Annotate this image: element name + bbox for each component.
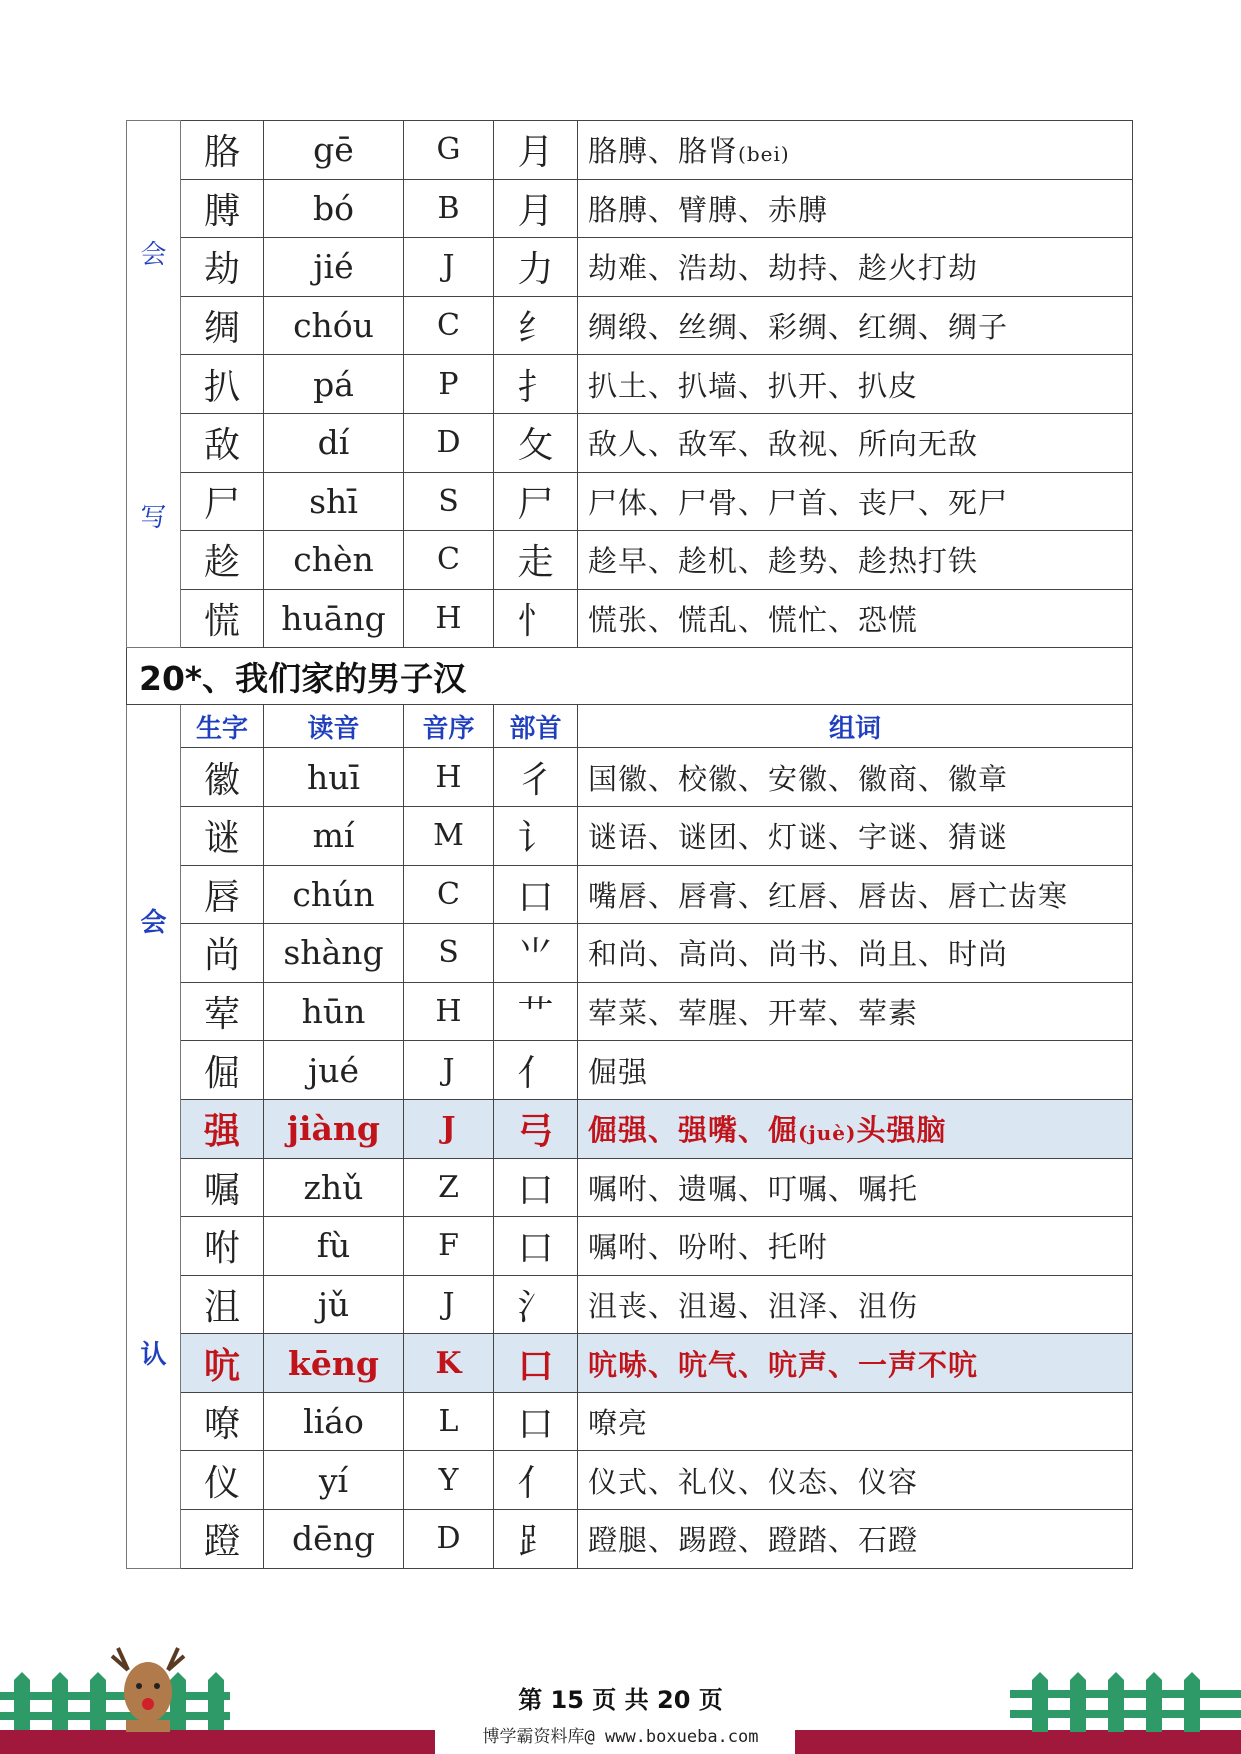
character-cell: 唇 — [181, 865, 264, 924]
table-row — [127, 865, 1133, 924]
words-text: 嘱咐、遗嘱、叮嘱、嘱托 — [588, 1171, 919, 1206]
radical-cell: ⺌ — [494, 924, 578, 983]
order-letter-cell: D — [404, 1510, 494, 1569]
character-cell: 徽 — [181, 748, 264, 807]
order-letter-cell: C — [404, 296, 494, 355]
order-letter-cell: H — [404, 748, 494, 807]
footer-band-left — [0, 1730, 435, 1754]
pronunciation-note: (juè) — [798, 1121, 857, 1146]
table-row — [127, 296, 1133, 355]
table-row — [127, 924, 1133, 983]
pinyin-cell: dí — [264, 413, 404, 472]
words-text-after: 头强脑 — [856, 1113, 947, 1148]
table-row — [127, 1217, 1133, 1276]
radical-cell: 弓 — [494, 1099, 578, 1158]
radical-cell: 彳 — [494, 748, 578, 807]
words-text: 绸缎、丝绸、彩绸、红绸、绸子 — [588, 310, 1009, 345]
pinyin-cell: chóu — [264, 296, 404, 355]
pinyin-cell: jié — [264, 238, 404, 297]
words-cell — [578, 1099, 1133, 1158]
character-cell: 强 — [181, 1099, 264, 1158]
radical-cell: 走 — [494, 531, 578, 590]
order-letter-cell: J — [404, 1275, 494, 1334]
words-text: 沮丧、沮遏、沮泽、沮伤 — [588, 1288, 919, 1323]
words-text: 敌人、敌军、敌视、所向无敌 — [588, 427, 979, 462]
pinyin-cell: chún — [264, 865, 404, 924]
pinyin-cell: huāng — [264, 589, 404, 648]
table-row — [127, 472, 1133, 531]
words-cell — [578, 1158, 1133, 1217]
character-cell: 扒 — [181, 355, 264, 414]
column-header-pinyin: 读音 — [264, 705, 404, 748]
radical-cell: 口 — [494, 1217, 578, 1276]
character-cell: 倔 — [181, 1041, 264, 1100]
pinyin-cell: yí — [264, 1451, 404, 1510]
pinyin-cell: kēng — [264, 1334, 404, 1393]
words-text: 蹬腿、踢蹬、蹬踏、石蹬 — [588, 1523, 919, 1558]
words-text: 扒土、扒墙、扒开、扒皮 — [588, 368, 919, 403]
words-text: 吭哧、吭气、吭声、一声不吭 — [588, 1347, 979, 1382]
character-cell: 尚 — [181, 924, 264, 983]
words-cell — [578, 121, 1133, 180]
character-cell: 膊 — [181, 179, 264, 238]
lesson-body — [127, 648, 1133, 1568]
character-cell: 敌 — [181, 413, 264, 472]
order-letter-cell: J — [404, 1041, 494, 1100]
radical-cell: 攵 — [494, 413, 578, 472]
character-cell: 仪 — [181, 1451, 264, 1510]
words-text: 嘱咐、吩咐、托咐 — [588, 1230, 829, 1265]
left-fence-with-reindeer — [0, 1640, 230, 1732]
group-label — [127, 705, 181, 1568]
radical-cell: 亻 — [494, 1041, 578, 1100]
order-letter-cell: P — [404, 355, 494, 414]
order-letter-cell: C — [404, 865, 494, 924]
words-cell — [578, 531, 1133, 590]
section1-body — [127, 121, 1133, 648]
group-label-char: 会 — [140, 908, 167, 939]
words-cell — [578, 748, 1133, 807]
pinyin-cell: jué — [264, 1041, 404, 1100]
pinyin-cell: liáo — [264, 1392, 404, 1451]
group-label — [127, 121, 181, 648]
order-letter-cell: F — [404, 1217, 494, 1276]
character-cell: 荤 — [181, 982, 264, 1041]
table-row — [127, 1392, 1133, 1451]
table-row — [127, 806, 1133, 865]
words-cell — [578, 296, 1133, 355]
words-cell — [578, 1217, 1133, 1276]
radical-cell: 口 — [494, 1392, 578, 1451]
character-cell: 尸 — [181, 472, 264, 531]
radical-cell: 月 — [494, 179, 578, 238]
pinyin-cell: jiàng — [264, 1099, 404, 1158]
pinyin-cell: zhǔ — [264, 1158, 404, 1217]
radical-cell: 扌 — [494, 355, 578, 414]
words-text: 嘴唇、唇膏、红唇、唇齿、唇亡齿寒 — [588, 878, 1069, 913]
character-cell: 绸 — [181, 296, 264, 355]
group-label-char: 认 — [140, 1339, 167, 1370]
radical-cell: 亻 — [494, 1451, 578, 1510]
site-credit: 博学霸资料库@ www.boxueba.com — [482, 1727, 759, 1747]
words-text: 谜语、谜团、灯谜、字谜、猜谜 — [588, 820, 1009, 855]
order-letter-cell: J — [404, 238, 494, 297]
order-letter-cell: Y — [404, 1451, 494, 1510]
words-cell — [578, 1041, 1133, 1100]
column-header-radical: 部首 — [494, 705, 578, 748]
radical-cell: 忄 — [494, 589, 578, 648]
words-text: 劫难、浩劫、劫持、趁火打劫 — [588, 251, 979, 286]
pinyin-cell: fù — [264, 1217, 404, 1276]
pinyin-cell: pá — [264, 355, 404, 414]
words-text: 国徽、校徽、安徽、徽商、徽章 — [588, 761, 1009, 796]
group-label-char: 会 — [140, 240, 167, 271]
pinyin-cell: chèn — [264, 531, 404, 590]
order-letter-cell: H — [404, 982, 494, 1041]
radical-cell: 口 — [494, 1334, 578, 1393]
words-cell — [578, 982, 1133, 1041]
table-row — [127, 1158, 1133, 1217]
words-cell — [578, 806, 1133, 865]
words-cell — [578, 1451, 1133, 1510]
order-letter-cell: M — [404, 806, 494, 865]
table-row — [127, 1510, 1133, 1569]
character-cell: 慌 — [181, 589, 264, 648]
words-text: 尸体、尸骨、尸首、丧尸、死尸 — [588, 485, 1009, 520]
words-text: 胳膊、胳肾 — [588, 134, 739, 169]
table-row — [127, 1334, 1133, 1393]
words-cell — [578, 589, 1133, 648]
radical-cell: ⻊ — [494, 1510, 578, 1569]
column-header-order: 音序 — [404, 705, 494, 748]
table-row — [127, 531, 1133, 590]
words-text: 仪式、礼仪、仪态、仪容 — [588, 1464, 919, 1499]
order-letter-cell: Z — [404, 1158, 494, 1217]
character-cell: 趁 — [181, 531, 264, 590]
pinyin-cell: hūn — [264, 982, 404, 1041]
table-row — [127, 589, 1133, 648]
order-letter-cell: B — [404, 179, 494, 238]
pinyin-cell: jǔ — [264, 1275, 404, 1334]
order-letter-cell: D — [404, 413, 494, 472]
radical-cell: 口 — [494, 865, 578, 924]
radical-cell: 口 — [494, 1158, 578, 1217]
radical-cell: 尸 — [494, 472, 578, 531]
words-cell — [578, 924, 1133, 983]
order-letter-cell: L — [404, 1392, 494, 1451]
words-cell — [578, 1510, 1133, 1569]
pinyin-cell: gē — [264, 121, 404, 180]
words-cell — [578, 1334, 1133, 1393]
radical-cell: 讠 — [494, 806, 578, 865]
footer-band-right — [795, 1730, 1241, 1754]
character-cell: 嘱 — [181, 1158, 264, 1217]
words-text: 倔强、强嘴、倔 — [588, 1113, 799, 1148]
lesson-title-row — [127, 648, 1133, 705]
order-letter-cell: S — [404, 924, 494, 983]
words-cell — [578, 413, 1133, 472]
order-letter-cell: J — [404, 1099, 494, 1158]
table-row — [127, 238, 1133, 297]
table-row — [127, 1099, 1133, 1158]
table-row — [127, 982, 1133, 1041]
vocab-table — [126, 120, 1133, 1569]
words-text: 倔强 — [588, 1054, 649, 1089]
page-number: 第 15 页 共 20 页 — [518, 1686, 723, 1714]
character-cell: 沮 — [181, 1275, 264, 1334]
character-cell: 嘹 — [181, 1392, 264, 1451]
radical-cell: 氵 — [494, 1275, 578, 1334]
words-text: 嘹亮 — [588, 1406, 649, 1441]
table-row — [127, 1275, 1133, 1334]
radical-cell: 力 — [494, 238, 578, 297]
table-row — [127, 1451, 1133, 1510]
table-row — [127, 121, 1133, 180]
table-row — [127, 179, 1133, 238]
character-cell: 劫 — [181, 238, 264, 297]
table-row — [127, 413, 1133, 472]
order-letter-cell: H — [404, 589, 494, 648]
words-text: 荤菜、荤腥、开荤、荤素 — [588, 996, 919, 1031]
order-letter-cell: C — [404, 531, 494, 590]
lesson-title: 20*、我们家的男子汉 — [127, 648, 1133, 705]
words-cell — [578, 472, 1133, 531]
words-text: 慌张、慌乱、慌忙、恐慌 — [588, 603, 919, 638]
character-cell: 吭 — [181, 1334, 264, 1393]
radical-cell: 艹 — [494, 982, 578, 1041]
words-text: 胳膊、臂膊、赤膊 — [588, 192, 829, 227]
table-row — [127, 1041, 1133, 1100]
words-cell — [578, 1392, 1133, 1451]
pinyin-cell: huī — [264, 748, 404, 807]
words-cell — [578, 1275, 1133, 1334]
order-letter-cell: S — [404, 472, 494, 531]
table-row — [127, 748, 1133, 807]
character-cell: 谜 — [181, 806, 264, 865]
words-cell — [578, 179, 1133, 238]
character-cell: 胳 — [181, 121, 264, 180]
pinyin-cell: shī — [264, 472, 404, 531]
words-text: 趁早、趁机、趁势、趁热打铁 — [588, 544, 979, 579]
words-text: 和尚、高尚、尚书、尚且、时尚 — [588, 937, 1009, 972]
header-row — [127, 705, 1133, 748]
table-row — [127, 355, 1133, 414]
order-letter-cell: K — [404, 1334, 494, 1393]
pinyin-cell: mí — [264, 806, 404, 865]
right-fence — [1010, 1668, 1241, 1732]
words-cell — [578, 238, 1133, 297]
pinyin-cell: shàng — [264, 924, 404, 983]
words-cell — [578, 355, 1133, 414]
radical-cell: 纟 — [494, 296, 578, 355]
group-label-stack — [127, 121, 180, 647]
pinyin-cell: bó — [264, 179, 404, 238]
group-label-char: 写 — [140, 503, 167, 534]
group-label-stack — [127, 705, 180, 1567]
pinyin-cell: dēng — [264, 1510, 404, 1569]
character-cell: 蹬 — [181, 1510, 264, 1569]
character-cell: 咐 — [181, 1217, 264, 1276]
words-cell — [578, 865, 1133, 924]
column-header-char: 生字 — [181, 705, 264, 748]
radical-cell: 月 — [494, 121, 578, 180]
pronunciation-note: (bei) — [738, 142, 790, 167]
column-header-words: 组词 — [578, 705, 1133, 748]
order-letter-cell: G — [404, 121, 494, 180]
